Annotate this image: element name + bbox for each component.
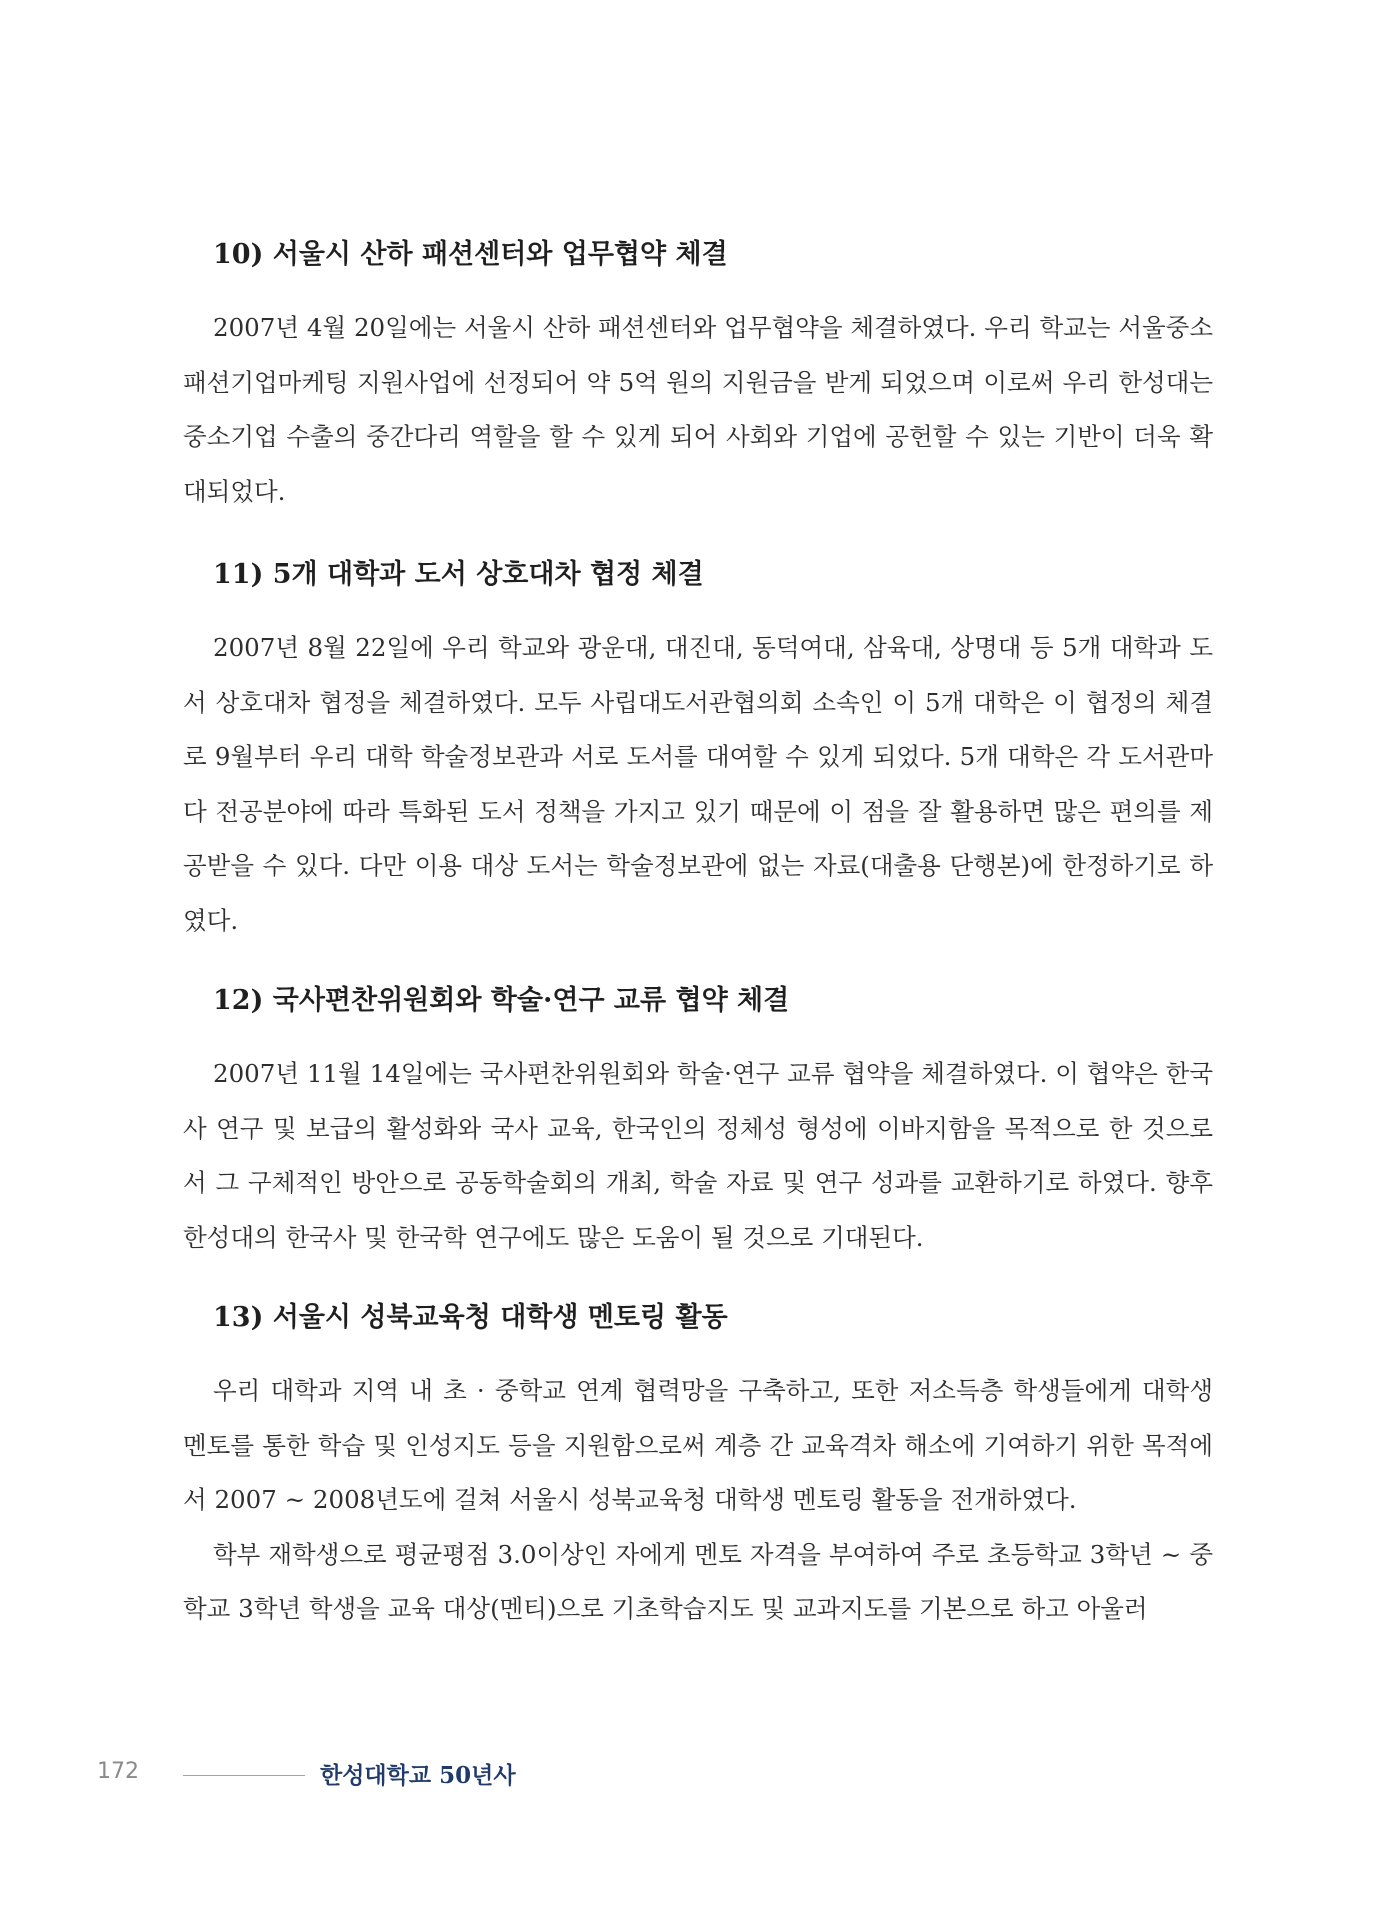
section-10 [183,237,1213,519]
section-title: 11) 5개 대학과 도서 상호대차 협정 체결 [213,559,704,590]
section-paragraph: 2007년 8월 22일에 우리 학교와 광운대, 대진대, 동덕여대, 삼육대, 상명대 등 5개 대학과 도서 상호대차 협정을 체결하였다. 모두 사립대도서관협의회 소속인 이 5개 대학은 이 협정의 체결로 9월부터 우리 대학 학술정보관과 서로 도서를 대여할 수 있게 되었다. 5개 대학은 각 도서관마다 전공분야에 따라 특화된 도서 정책을 가지고 있기 때문에 이 점을 잘 활용하면 많은 편의를 제공받을 수 있다. 다만 이용 대상 도서는 학술정보관에 없는 자료(대출용 단행본)에 한정하기로 하였다. [183,633,1213,935]
section-13 [183,1300,1213,1637]
section-title: 12) 국사편찬위원회와 학술·연구 교류 협약 체결 [213,985,790,1016]
section-paragraph: 학부 재학생으로 평균평점 3.0이상인 자에게 멘토 자격을 부여하여 주로 초등학교 3학년 ~ 중학교 3학년 학생을 교육 대상(멘티)으로 기초학습지도 및 교과지도를 기본으로 하고 아울러 [183,1539,1213,1623]
section-title: 13) 서울시 성북교육청 대학생 멘토링 활동 [213,1302,728,1333]
page-number: 172 [97,1759,139,1784]
section-paragraph: 2007년 4월 20일에는 서울시 산하 패션센터와 업무협약을 체결하였다. 우리 학교는 서울중소패션기업마케팅 지원사업에 선정되어 약 5억 원의 지원금을 받게 되었으며 이로써 우리 한성대는 중소기업 수출의 중간다리 역할을 할 수 있게 되어 사회와 기업에 공헌할 수 있는 기반이 더욱 확대되었다. [183,313,1213,506]
footer-divider [183,1775,305,1776]
section-paragraph: 우리 대학과 지역 내 초 · 중학교 연계 협력망을 구축하고, 또한 저소득층 학생들에게 대학생 멘토를 통한 학습 및 인성지도 등을 지원함으로써 계층 간 교육격차 해소에 기여하기 위한 목적에서 2007 ~ 2008년도에 걸쳐 서울시 성북교육청 대학생 멘토링 활동을 전개하였다. [183,1376,1213,1514]
section-paragraph: 2007년 11월 14일에는 국사편찬위원회와 학술·연구 교류 협약을 체결하였다. 이 협약은 한국사 연구 및 보급의 활성화와 국사 교육, 한국인의 정체성 형성에 이바지함을 목적으로 한 것으로서 그 구체적인 방안으로 공동학술회의 개최, 학술 자료 및 연구 성과를 교환하기로 하였다. 향후 한성대의 한국사 및 한국학 연구에도 많은 도움이 될 것으로 기대된다. [183,1059,1213,1252]
section-12 [183,983,1213,1265]
section-11 [183,557,1213,948]
page-footer [97,1755,697,1795]
section-title: 10) 서울시 산하 패션센터와 업무협약 체결 [213,239,728,270]
book-title: 한성대학교 50년사 [320,1762,516,1789]
